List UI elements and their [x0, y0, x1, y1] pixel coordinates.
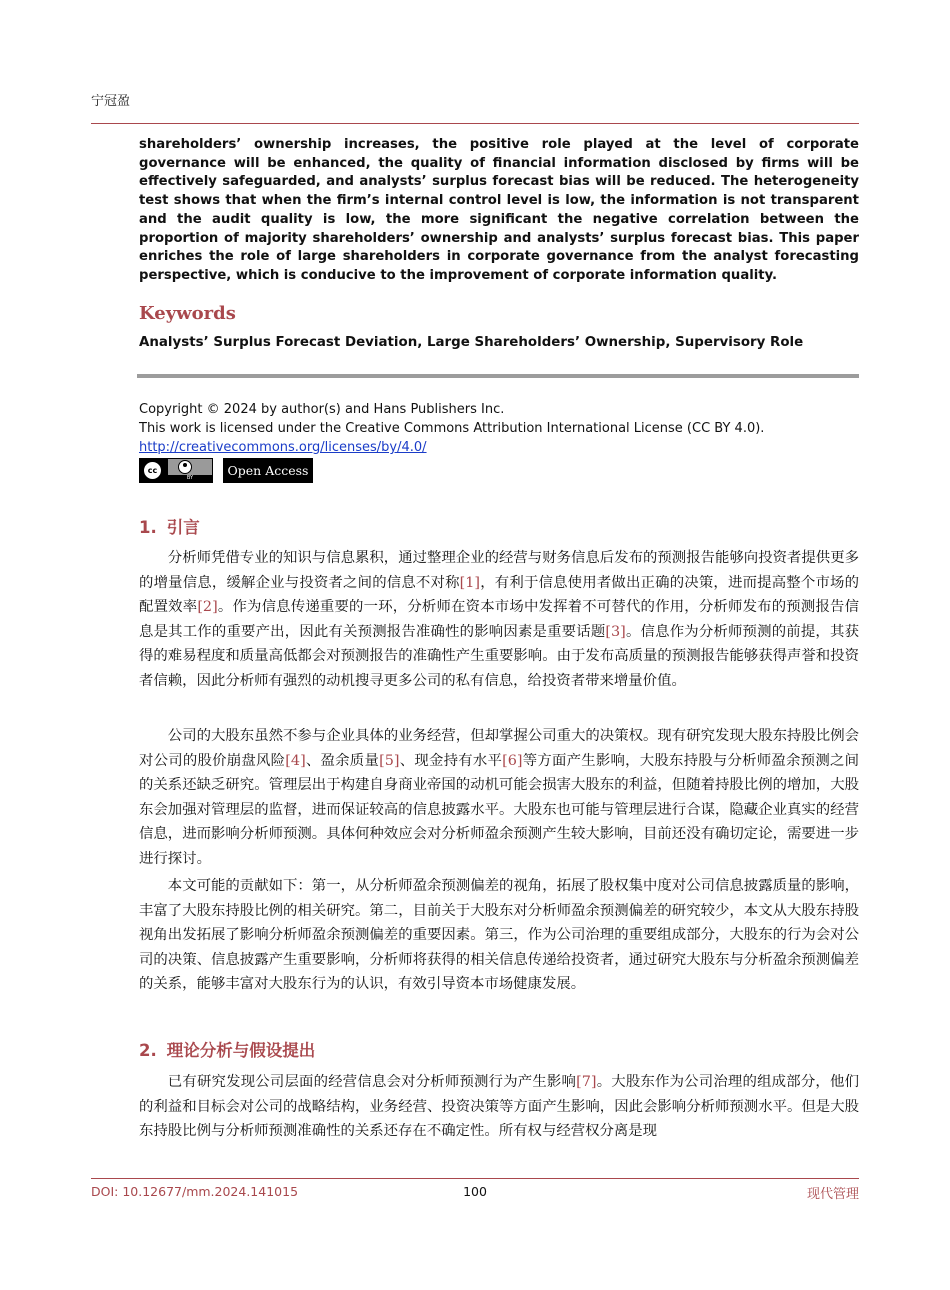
journal-name: 现代管理 [806, 1187, 859, 1202]
paragraph-text: ，有利于信息使用者做出正确的决策，进而提高整个市场的配置效率 [139, 574, 859, 615]
paragraph-text: 已有研究发现公司层面的经营信息会对分析师预测行为产生影响 [167, 1074, 577, 1090]
section-title: 引言 [166, 518, 200, 537]
cc-by-license-icon[interactable] [139, 458, 213, 483]
paragraph-text: 分析师凭借专业的知识与信息累积，通过整理企业的经营与财务信息后发布的预测报告能够向投资者提供更多的增量信息，缓解企业与投资者之间的信息不对称 [139, 550, 859, 591]
citation-link[interactable]: [7] [576, 1074, 597, 1090]
license-line: This work is licensed under the Creative Commons Attribution International License (CC BY 4.0). [139, 421, 765, 436]
license-link[interactable]: http://creativecommons.org/licenses/by/4.0/ [139, 440, 427, 455]
section-title: 理论分析与假设提出 [166, 1041, 316, 1060]
copyright-line: Copyright © 2024 by author(s) and Hans Publishers Inc. [139, 402, 505, 417]
paragraph-text: 、盈余质量 [305, 752, 380, 769]
body-paragraph [139, 546, 859, 693]
section-heading-theory [139, 1037, 315, 1061]
citation-link[interactable]: [2] [197, 599, 218, 615]
keywords-list: Analysts’ Surplus Forecast Deviation, Large Shareholders’ Ownership, Supervisory Role [139, 335, 804, 350]
section-number: 2. [139, 1041, 157, 1060]
section-divider [137, 374, 859, 378]
page-number: 100 [463, 1184, 487, 1199]
citation-link[interactable]: [5] [379, 752, 400, 769]
paragraph-text: 。信息作为分析师预测的前提，其获得的难易程度和质量高低都会对预测报告的准确性产生重要影响。由于发布高质量的预测报告能够获得声誉和投资者信赖，因此分析师有强烈的动机搜寻更多公司的私有信息，给投资者带来增量价值。 [139, 623, 859, 689]
paragraph-text: 等方面产生影响，大股东持股与分析师盈余预测之间的关系还缺乏研究。管理层出于构建自身商业帝国的动机可能会损害大股东的利益，但随着持股比例的增加，大股东会加强对管理层的监督，进而保证较高的信息披露水平。大股东也可能与管理层进行合谋，隐藏企业真实的经营信息，进而影响分析师预测。具体何种效应会对分析师盈余预测产生较大影响，目前还没有确切定论，需要进一步进行探讨。 [139, 752, 859, 867]
header-divider [91, 123, 859, 124]
body-paragraph [139, 874, 859, 997]
copyright-block [139, 400, 764, 457]
paragraph-text: 。大股东作为公司治理的组成部分，他们的利益和目标会对公司的战略结构，业务经营、投资决策等方面产生影响，因此会影响分析师预测水平。但是大股东持股比例与分析师预测准确性的关系还存在不确定性。所有权与经营权分离是现 [139, 1074, 859, 1139]
section-number: 1. [139, 518, 157, 537]
body-paragraph [139, 1070, 859, 1144]
citation-link[interactable]: [3] [605, 623, 626, 640]
abstract-text: shareholders’ ownership increases, the positive role played at the level of corporate governance will be enhanced, the quality of financial information disclosed by firms will be effectively safeguarded, and analysts’ surplus forecast bias will be reduced. The heterogeneity test shows that when the firm’s internal control level is low, the information is not transparent and the audit quality is low, the more significant the negative correlation between the proportion of majority shareholders’ ownership and analysts’ surplus forecast bias. This paper enriches the role of large shareholders in corporate governance from the analyst forecasting perspective, which is conducive to the improvement of corporate information quality. [139, 137, 859, 283]
by-label: BY [168, 475, 212, 482]
citation-link[interactable]: [1] [459, 574, 481, 591]
keywords-heading: Keywords [139, 303, 236, 324]
paragraph-text: 。作为信息传递重要的一环，分析师在资本市场中发挥着不可替代的作用，分析师发布的预测报告信息是其工作的重要产出，因此有关预测报告准确性的影响因素是重要话题 [139, 599, 859, 640]
paragraph-text: 公司的大股东虽然不参与企业具体的业务经营，但却掌握公司重大的决策权。现有研究发现大股东持股比例会对公司的股价崩盘风险 [139, 728, 859, 769]
footer-divider [91, 1178, 859, 1179]
cc-icon: cc [143, 461, 162, 480]
open-access-badge[interactable]: Open Access [223, 458, 313, 483]
running-header-author: 宁冠盈 [91, 94, 131, 109]
footer-doi: DOI: 10.12677/mm.2024.141015 [91, 1184, 299, 1199]
paragraph-text: 本文可能的贡献如下：第一，从分析师盈余预测偏差的视角，拓展了股权集中度对公司信息披露质量的影响，丰富了大股东持股比例的相关研究。第二，目前关于大股东对分析师盈余预测偏差的研究较少，本文从大股东持股视角出发拓展了影响分析师盈余预测偏差的重要因素。第三，作为公司治理的重要组成部分，大股东的行为会对公司的决策、信息披露产生重要影响，分析师将获得的相关信息传递给投资者，通过研究大股东与分析盈余预测偏差的关系，能够丰富对大股东行为的认识，有效引导资本市场健康发展。 [139, 878, 859, 992]
section-heading-introduction [139, 514, 200, 538]
citation-link[interactable]: [4] [285, 752, 306, 769]
paragraph-text: 、现金持有水平 [399, 752, 503, 769]
citation-link[interactable]: [6] [502, 752, 523, 769]
body-paragraph [139, 724, 859, 871]
person-icon [178, 460, 192, 474]
